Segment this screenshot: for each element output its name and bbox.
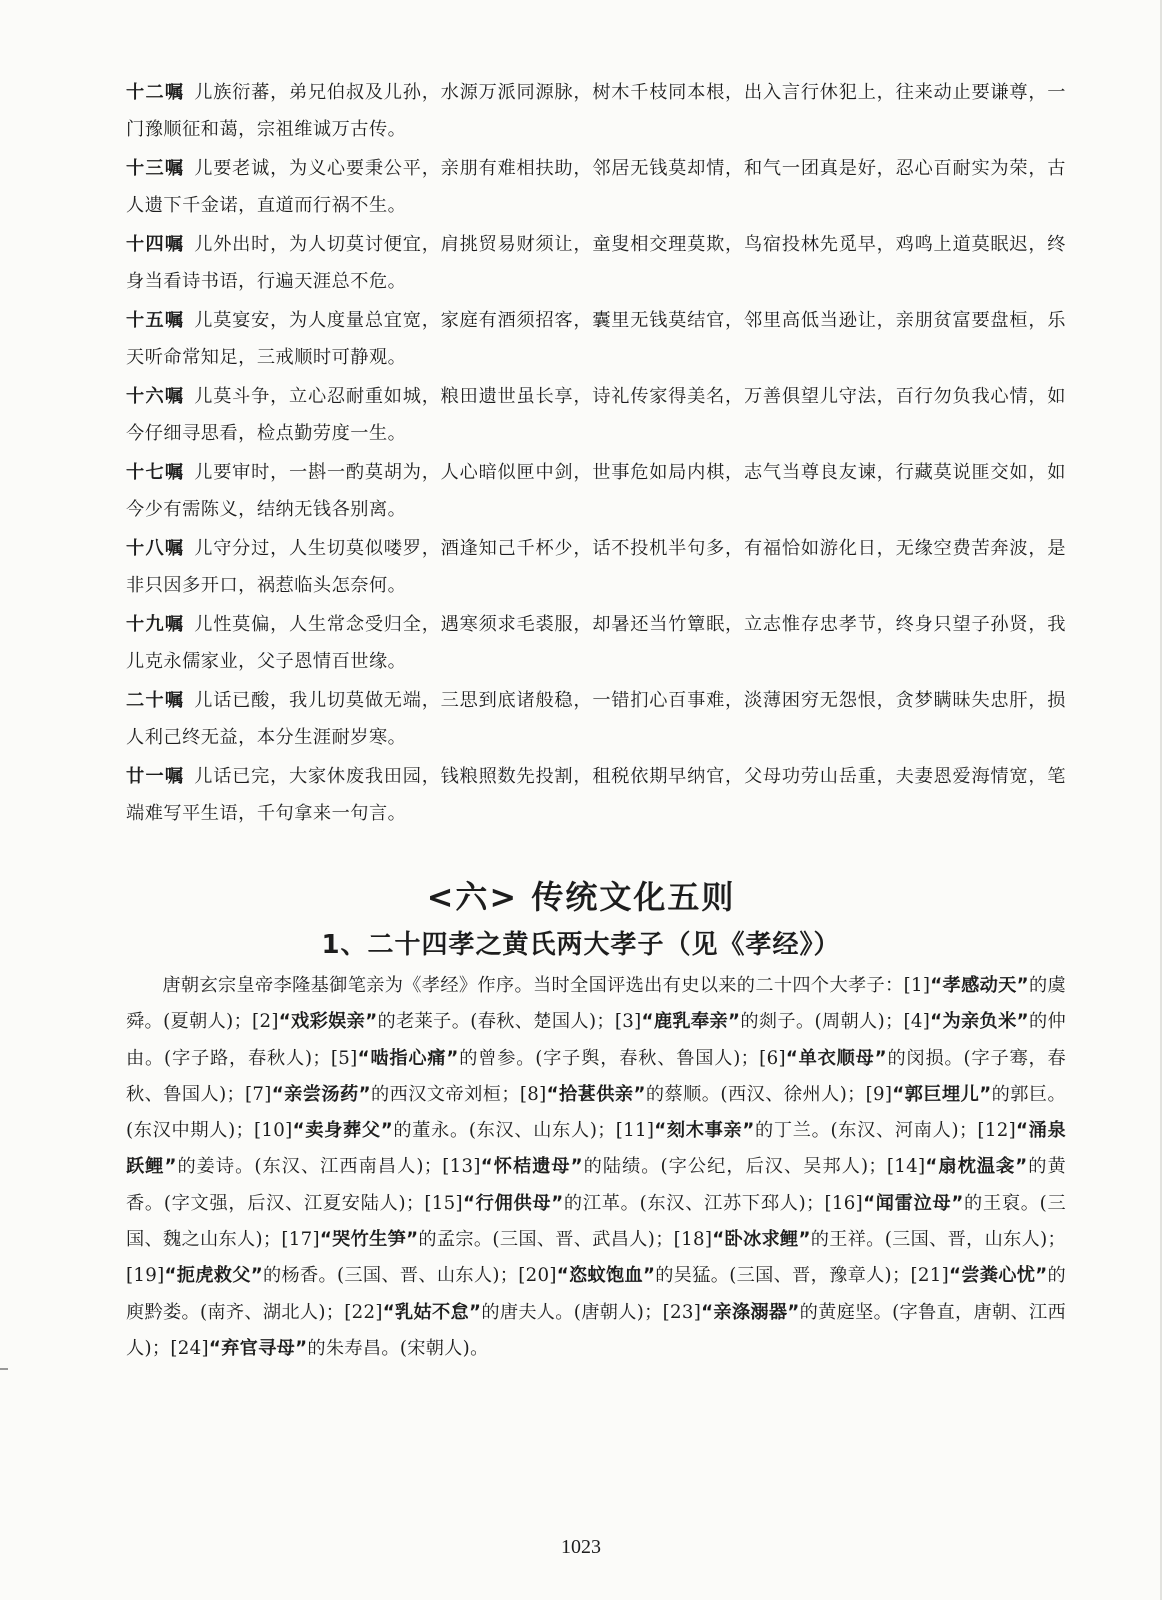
filial-story-title: “亲尝汤药” <box>271 1083 371 1105</box>
filial-story-title: “单衣顺母” <box>785 1047 887 1069</box>
instruction-text: 儿莫宴安，为人度量总宜宽，家庭有酒须招客，囊里无钱莫结官，邻里高低当逊让，亲朋贫富要盘桓，乐天听命常知足，三戒顺时可静观。 <box>126 310 1066 368</box>
paragraph-text: 的姜诗。(东汉、江西南昌人)；[13] <box>176 1156 481 1178</box>
instruction-label: 十三嘱 <box>126 158 185 179</box>
instruction-text: 儿族衍蕃，弟兄伯叔及儿孙，水源万派同源脉，树木千枝同本根，出入言行休犯上，往来动止要谦尊，一门豫顺征和蔼，宗祖维诚万古传。 <box>126 82 1066 140</box>
paragraph-text: 的剡子。(周朝人)；[4] <box>740 1011 931 1033</box>
instruction-text: 儿话已酸，我儿切莫做无端，三思到底诸般稳，一错扪心百事难，淡薄困穷无怨恨，贪梦瞒昧失忠肝，损人利己终无益，本分生涯耐岁寒。 <box>126 690 1066 748</box>
instruction-entry <box>126 150 1066 224</box>
paragraph-text: 的王裒。(三国、魏之山东人)；[17] <box>126 1192 1066 1251</box>
paragraph-text: 的董永。(东汉、山东人)；[11] <box>392 1120 655 1142</box>
paragraph-text: 的杨香。(三国、晋、山东人)；[20] <box>263 1265 557 1287</box>
paragraph-text: 唐朝玄宗皇帝李隆基御笔亲为《孝经》作序。当时全国评选出有史以来的二十四个大孝子：[1] <box>162 975 931 996</box>
instruction-text: 儿性莫偏，人生常念受归全，遇寒须求毛裘服，却暑还当竹簟眠，立志惟存忠孝节，终身只望子孙贤，我儿克永儒家业，父子恩情百世缘。 <box>126 614 1066 672</box>
instruction-text: 儿要审时，一斟一酌莫胡为，人心暗似匣中剑，世事危如局内棋，志气当尊良友谏，行藏莫说匪交如，如今少有需陈义，结纳无钱各别离。 <box>126 462 1066 520</box>
instruction-entry <box>126 454 1066 528</box>
instruction-entry <box>126 682 1066 756</box>
paragraph-text: 的江革。(东汉、江苏下邳人)；[16] <box>563 1192 864 1214</box>
instruction-text: 儿话已完，大家休废我田园，钱粮照数先投割，租税依期早纳官，父母功劳山岳重，夫妻恩爱海情宽，笔端难写平生语，千句拿来一句言。 <box>126 766 1066 824</box>
instruction-text: 儿外出时，为人切莫讨便宜，肩挑贸易财须让，童叟相交理莫欺，鸟宿投林先觅早，鸡鸣上道莫眠迟，终身当看诗书语，行遍天涯总不危。 <box>126 234 1066 292</box>
scan-margin-mark <box>0 1368 8 1370</box>
instruction-label: 十五嘱 <box>126 310 185 331</box>
instruction-label: 十九嘱 <box>126 614 185 635</box>
paragraph-text: 的郭巨。(东汉中期人)；[10] <box>126 1083 1066 1142</box>
paragraph-text: 的朱寿昌。(宋朝人)。 <box>307 1337 489 1359</box>
filial-story-title: “怀桔遗母” <box>480 1156 583 1178</box>
paragraph-text: 的庾黔娄。(南齐、湖北人)；[22] <box>126 1265 1066 1323</box>
filial-story-title: “扼虎救父” <box>164 1265 264 1287</box>
paragraph-text: 的唐夫人。(唐朝人)；[23] <box>481 1301 702 1323</box>
page-number: 1023 <box>561 1536 601 1558</box>
filial-story-title: “啮指心痛” <box>357 1047 459 1069</box>
instruction-label: 十四嘱 <box>126 234 185 255</box>
filial-story-title: “孝感动天” <box>930 975 1029 996</box>
paragraph-text: 的蔡顺。(西汉、徐州人)；[9] <box>645 1083 893 1105</box>
paragraph-text: 的孟宗。(三国、晋、武昌人)；[18] <box>418 1229 713 1251</box>
instruction-entry <box>126 74 1066 148</box>
filial-story-title: “卖身葬父” <box>292 1120 393 1142</box>
paragraph-text: 的仲由。(字子路，春秋人)；[5] <box>126 1011 1066 1069</box>
filial-story-title: “为亲负米” <box>930 1011 1029 1033</box>
instruction-entry <box>126 606 1066 680</box>
instruction-text: 儿守分过，人生切莫似喽罗，酒逢知己千杯少，话不投机半句多，有福恰如游化日，无缘空费苦奔波，是非只因多开口，祸惹临头怎奈何。 <box>126 538 1066 596</box>
instruction-text: 儿莫斗争，立心忍耐重如城，粮田遗世虽长享，诗礼传家得美名，万善俱望儿守法，百行勿负我心情，如今仔细寻思看，检点勤劳度一生。 <box>126 386 1066 444</box>
body-paragraph <box>126 968 1066 1367</box>
instruction-list <box>126 74 1066 834</box>
instruction-label: 十六嘱 <box>126 386 185 407</box>
paragraph-text: 的黄香。(字文强，后汉、江夏安陆人)；[15] <box>126 1156 1066 1214</box>
instruction-entry <box>126 302 1066 376</box>
filial-story-title: “拾葚供亲” <box>546 1083 646 1105</box>
instruction-entry <box>126 758 1066 832</box>
sub-title: 1、二十四孝之黄氏两大孝子（见《孝经》） <box>321 930 841 960</box>
instruction-entry <box>126 226 1066 300</box>
filial-story-title: “鹿乳奉亲” <box>641 1011 741 1033</box>
filial-story-title: “扇枕温衾” <box>925 1156 1028 1178</box>
paragraph-text: 的老莱子。(春秋、楚国人)；[3] <box>377 1011 642 1033</box>
instruction-label: 十二嘱 <box>126 82 185 103</box>
filial-story-title: “亲涤溺器” <box>701 1301 800 1323</box>
filial-story-title: “恣蚊饱血” <box>556 1265 656 1287</box>
paragraph-text: 的曾参。(字子舆，春秋、鲁国人)；[6] <box>458 1047 786 1069</box>
filial-story-title: “弃官寻母” <box>208 1337 308 1359</box>
instruction-label: 十七嘱 <box>126 462 185 483</box>
instruction-text: 儿要老诚，为义心要秉公平，亲朋有难相扶助，邻居无钱莫却情，和气一团真是好，忍心百耐实为荣，古人遗下千金诺，直道而行祸不生。 <box>126 158 1066 216</box>
paragraph-text: 的陆绩。(字公纪，后汉、吴邦人)；[14] <box>582 1156 926 1178</box>
section-title: <六> 传统文化五则 <box>426 878 736 916</box>
filial-story-title: “戏彩娱亲” <box>278 1011 378 1033</box>
instruction-label: 廿一嘱 <box>126 766 185 787</box>
filial-story-title: “卧冰求鲤” <box>712 1229 811 1251</box>
instruction-entry <box>126 378 1066 452</box>
instruction-entry <box>126 530 1066 604</box>
filial-story-title: “哭竹生笋” <box>319 1229 419 1251</box>
paragraph-text: 的黄庭坚。(字鲁直，唐朝、江西人)；[24] <box>126 1301 1066 1359</box>
instruction-label: 二十嘱 <box>126 690 185 711</box>
paragraph-text: 的西汉文帝刘桓；[8] <box>370 1083 547 1105</box>
paragraph-text: 的丁兰。(东汉、河南人)；[12] <box>754 1120 1016 1142</box>
filial-story-title: “行佣供母” <box>462 1192 564 1214</box>
filial-story-title: “郭巨埋儿” <box>892 1083 992 1105</box>
paragraph-text: 的虞舜。(夏朝人)；[2] <box>126 975 1066 1033</box>
filial-story-title: “涌泉跃鲤” <box>126 1120 1066 1178</box>
filial-story-title: “闻雷泣母” <box>863 1192 964 1214</box>
instruction-label: 十八嘱 <box>126 538 185 559</box>
filial-story-title: “乳姑不怠” <box>382 1301 482 1323</box>
paragraph-text: 的闵损。(字子骞，春秋、鲁国人)；[7] <box>126 1047 1066 1105</box>
filial-story-title: “尝粪心忧” <box>948 1265 1048 1287</box>
paragraph-text: 的吴猛。(三国、晋，豫章人)；[21] <box>655 1265 949 1287</box>
filial-story-title: “刻木事亲” <box>654 1120 755 1142</box>
paragraph-text: 的王祥。(三国、晋，山东人)；[19] <box>126 1229 1066 1287</box>
